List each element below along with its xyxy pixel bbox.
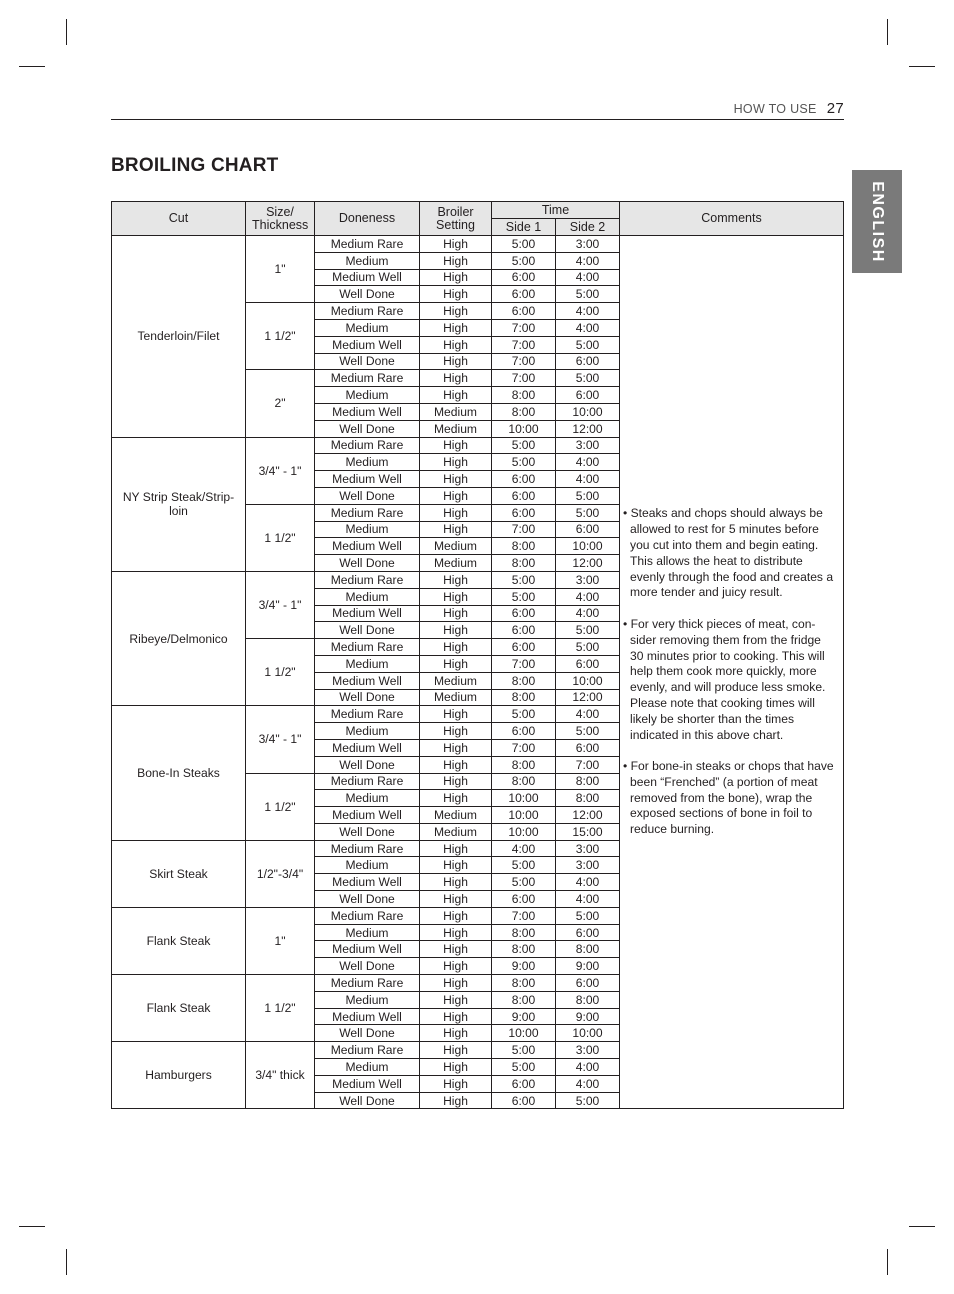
doneness-cell: Medium (315, 588, 420, 605)
crop-mark (19, 66, 45, 67)
side1-time-cell: 10:00 (492, 823, 556, 840)
side1-time-cell: 10:00 (492, 790, 556, 807)
side2-time-cell: 4:00 (556, 269, 620, 286)
col-header-side2: Side 2 (556, 219, 620, 236)
side1-time-cell: 8:00 (492, 538, 556, 555)
broiler-setting-cell: High (420, 1092, 492, 1109)
side2-time-cell: 5:00 (556, 622, 620, 639)
side1-time-cell: 9:00 (492, 1008, 556, 1025)
side2-time-cell: 6:00 (556, 975, 620, 992)
side1-time-cell: 7:00 (492, 336, 556, 353)
broiler-setting-cell: High (420, 588, 492, 605)
side1-time-cell: 5:00 (492, 588, 556, 605)
doneness-cell: Well Done (315, 286, 420, 303)
side1-time-cell: 5:00 (492, 1042, 556, 1059)
side1-time-cell: 4:00 (492, 840, 556, 857)
broiler-setting-cell: High (420, 437, 492, 454)
side2-time-cell: 5:00 (556, 639, 620, 656)
side1-time-cell: 8:00 (492, 403, 556, 420)
doneness-cell: Medium Rare (315, 437, 420, 454)
side2-time-cell: 3:00 (556, 571, 620, 588)
side1-time-cell: 5:00 (492, 1059, 556, 1076)
cut-name-cell: Hamburgers (112, 1042, 246, 1109)
side2-time-cell: 9:00 (556, 1008, 620, 1025)
side1-time-cell: 8:00 (492, 387, 556, 404)
side1-time-cell: 5:00 (492, 706, 556, 723)
doneness-cell: Well Done (315, 756, 420, 773)
broiler-setting-cell: High (420, 907, 492, 924)
broiler-setting-cell: High (420, 1075, 492, 1092)
side2-time-cell: 8:00 (556, 790, 620, 807)
side1-time-cell: 7:00 (492, 521, 556, 538)
broiler-setting-cell: High (420, 1042, 492, 1059)
broiler-setting-cell: High (420, 487, 492, 504)
side2-time-cell: 4:00 (556, 605, 620, 622)
broiler-setting-cell: High (420, 1025, 492, 1042)
size-cell: 1" (246, 907, 315, 974)
side2-time-cell: 4:00 (556, 891, 620, 908)
table-body (112, 236, 844, 1109)
size-cell: 1" (246, 236, 315, 303)
side1-time-cell: 5:00 (492, 236, 556, 253)
side1-time-cell: 7:00 (492, 739, 556, 756)
doneness-cell: Medium Rare (315, 571, 420, 588)
broiler-setting-cell: High (420, 504, 492, 521)
side1-time-cell: 6:00 (492, 487, 556, 504)
doneness-cell: Medium Rare (315, 370, 420, 387)
side1-time-cell: 7:00 (492, 353, 556, 370)
comment-paragraph: • Steaks and chops should always be allowed to rest for 5 minutes before you cut into them and begin eating. This allows the heat to distribute evenly through the food and creates a more tender and juicy result. (623, 506, 834, 600)
side1-time-cell: 6:00 (492, 639, 556, 656)
doneness-cell: Medium (315, 319, 420, 336)
broiler-setting-cell: High (420, 471, 492, 488)
side2-time-cell: 5:00 (556, 723, 620, 740)
doneness-cell: Medium Rare (315, 303, 420, 320)
table-row (112, 236, 844, 253)
side2-time-cell: 5:00 (556, 504, 620, 521)
comment-paragraph: • For bone-in steaks or chops that have been “Frenched” (a portion of meat removed from the bone), wrap the exposed sections of bone in foil to reduce burning. (623, 759, 834, 837)
size-cell: 3/4" thick (246, 1042, 315, 1109)
doneness-cell: Medium (315, 252, 420, 269)
side1-time-cell: 9:00 (492, 958, 556, 975)
broiler-setting-cell: High (420, 1059, 492, 1076)
broiler-setting-cell: High (420, 252, 492, 269)
broiler-setting-cell: High (420, 370, 492, 387)
language-tab (852, 170, 902, 273)
broiler-setting-cell: High (420, 723, 492, 740)
doneness-cell: Well Done (315, 823, 420, 840)
doneness-cell: Medium Rare (315, 504, 420, 521)
side1-time-cell: 5:00 (492, 437, 556, 454)
broiler-setting-cell: High (420, 286, 492, 303)
broiler-setting-cell: High (420, 605, 492, 622)
broiler-setting-cell: High (420, 521, 492, 538)
broiler-setting-cell: High (420, 941, 492, 958)
crop-mark (66, 1249, 67, 1275)
broiler-setting-cell: High (420, 655, 492, 672)
side2-time-cell: 6:00 (556, 387, 620, 404)
cut-name-cell: Tenderloin/Filet (112, 236, 246, 438)
side1-time-cell: 10:00 (492, 1025, 556, 1042)
broiler-setting-cell: High (420, 387, 492, 404)
comments-cell (620, 236, 844, 1109)
running-head (734, 100, 844, 117)
cut-name-cell: Flank Steak (112, 975, 246, 1042)
broiler-setting-cell: High (420, 236, 492, 253)
broiler-setting-cell: High (420, 924, 492, 941)
col-header-doneness: Doneness (315, 202, 420, 236)
side2-time-cell: 6:00 (556, 739, 620, 756)
size-cell: 1/2"-3/4" (246, 840, 315, 907)
side1-time-cell: 5:00 (492, 252, 556, 269)
doneness-cell: Medium Well (315, 672, 420, 689)
header-rule (111, 119, 844, 120)
side2-time-cell: 6:00 (556, 655, 620, 672)
side2-time-cell: 4:00 (556, 874, 620, 891)
broiler-setting-cell: High (420, 840, 492, 857)
broiler-setting-cell: Medium (420, 403, 492, 420)
side2-time-cell: 6:00 (556, 521, 620, 538)
doneness-cell: Medium Well (315, 941, 420, 958)
broiler-setting-cell: High (420, 773, 492, 790)
side2-time-cell: 3:00 (556, 840, 620, 857)
col-header-broiler-setting: Broiler Setting (420, 202, 492, 236)
side2-time-cell: 4:00 (556, 471, 620, 488)
doneness-cell: Medium (315, 1059, 420, 1076)
doneness-cell: Well Done (315, 555, 420, 572)
doneness-cell: Medium (315, 991, 420, 1008)
cut-name-cell: NY Strip Steak/Strip-loin (112, 437, 246, 571)
side2-time-cell: 3:00 (556, 437, 620, 454)
side1-time-cell: 8:00 (492, 555, 556, 572)
side2-time-cell: 8:00 (556, 773, 620, 790)
side2-time-cell: 4:00 (556, 706, 620, 723)
side1-time-cell: 8:00 (492, 689, 556, 706)
side2-time-cell: 5:00 (556, 1092, 620, 1109)
side1-time-cell: 8:00 (492, 672, 556, 689)
broiler-setting-cell: High (420, 790, 492, 807)
doneness-cell: Medium (315, 857, 420, 874)
doneness-cell: Medium Well (315, 1008, 420, 1025)
side1-time-cell: 8:00 (492, 941, 556, 958)
side1-time-cell: 6:00 (492, 504, 556, 521)
doneness-cell: Well Done (315, 353, 420, 370)
doneness-cell: Medium Well (315, 269, 420, 286)
size-cell: 1 1/2" (246, 639, 315, 706)
doneness-cell: Well Done (315, 622, 420, 639)
side2-time-cell: 12:00 (556, 555, 620, 572)
doneness-cell: Medium Rare (315, 639, 420, 656)
side1-time-cell: 6:00 (492, 1075, 556, 1092)
broiler-setting-cell: High (420, 319, 492, 336)
page-title: BROILING CHART (111, 155, 279, 176)
side1-time-cell: 5:00 (492, 857, 556, 874)
page-number: 27 (826, 100, 844, 117)
side1-time-cell: 8:00 (492, 756, 556, 773)
col-header-size: Size/ Thickness (246, 202, 315, 236)
side1-time-cell: 10:00 (492, 807, 556, 824)
crop-mark (909, 1226, 935, 1227)
side2-time-cell: 4:00 (556, 454, 620, 471)
broiler-setting-cell: High (420, 303, 492, 320)
doneness-cell: Well Done (315, 689, 420, 706)
broiler-setting-cell: High (420, 571, 492, 588)
side1-time-cell: 6:00 (492, 605, 556, 622)
side1-time-cell: 6:00 (492, 286, 556, 303)
broiler-setting-cell: High (420, 336, 492, 353)
broiler-setting-cell: Medium (420, 689, 492, 706)
size-cell: 1 1/2" (246, 773, 315, 840)
broiler-setting-cell: High (420, 874, 492, 891)
doneness-cell: Well Done (315, 891, 420, 908)
doneness-cell: Medium Rare (315, 840, 420, 857)
side1-time-cell: 6:00 (492, 471, 556, 488)
side2-time-cell: 12:00 (556, 689, 620, 706)
side1-time-cell: 8:00 (492, 975, 556, 992)
doneness-cell: Medium Rare (315, 236, 420, 253)
broiler-setting-cell: High (420, 739, 492, 756)
doneness-cell: Medium (315, 790, 420, 807)
side2-time-cell: 5:00 (556, 370, 620, 387)
doneness-cell: Medium Well (315, 403, 420, 420)
side2-time-cell: 5:00 (556, 487, 620, 504)
side1-time-cell: 7:00 (492, 370, 556, 387)
doneness-cell: Medium Rare (315, 706, 420, 723)
col-header-side1: Side 1 (492, 219, 556, 236)
broiler-setting-cell: Medium (420, 420, 492, 437)
side2-time-cell: 3:00 (556, 857, 620, 874)
side2-time-cell: 10:00 (556, 538, 620, 555)
doneness-cell: Medium (315, 655, 420, 672)
side1-time-cell: 5:00 (492, 874, 556, 891)
side2-time-cell: 5:00 (556, 336, 620, 353)
side1-time-cell: 6:00 (492, 723, 556, 740)
doneness-cell: Medium (315, 924, 420, 941)
side2-time-cell: 9:00 (556, 958, 620, 975)
side1-time-cell: 7:00 (492, 319, 556, 336)
broiling-chart-table (111, 201, 844, 1109)
side1-time-cell: 6:00 (492, 1092, 556, 1109)
broiler-setting-cell: High (420, 991, 492, 1008)
side2-time-cell: 8:00 (556, 991, 620, 1008)
side2-time-cell: 8:00 (556, 941, 620, 958)
table-header-row (112, 202, 844, 219)
language-tab-label: ENGLISH (869, 180, 886, 263)
broiler-setting-cell: High (420, 622, 492, 639)
broiler-setting-cell: High (420, 269, 492, 286)
doneness-cell: Medium Well (315, 739, 420, 756)
doneness-cell: Medium (315, 454, 420, 471)
cut-name-cell: Flank Steak (112, 907, 246, 974)
broiler-setting-cell: High (420, 639, 492, 656)
size-cell: 3/4" - 1" (246, 706, 315, 773)
side2-time-cell: 10:00 (556, 1025, 620, 1042)
side1-time-cell: 5:00 (492, 571, 556, 588)
broiler-setting-cell: High (420, 756, 492, 773)
doneness-cell: Medium Well (315, 874, 420, 891)
side2-time-cell: 7:00 (556, 756, 620, 773)
side1-time-cell: 5:00 (492, 454, 556, 471)
doneness-cell: Medium Well (315, 538, 420, 555)
broiler-setting-cell: High (420, 454, 492, 471)
side1-time-cell: 7:00 (492, 907, 556, 924)
broiler-setting-cell: Medium (420, 672, 492, 689)
broiler-setting-cell: Medium (420, 538, 492, 555)
side1-time-cell: 6:00 (492, 622, 556, 639)
size-cell: 3/4" - 1" (246, 571, 315, 638)
broiler-setting-cell: High (420, 891, 492, 908)
side1-time-cell: 8:00 (492, 991, 556, 1008)
doneness-cell: Well Done (315, 958, 420, 975)
side2-time-cell: 12:00 (556, 420, 620, 437)
side2-time-cell: 4:00 (556, 319, 620, 336)
comment-paragraph: • For very thick pieces of meat, con-sider removing them from the fridge 30 minutes prior to cooking. This will help them cook more quickly, more evenly, and will produce less smoke. Please note that cooking times will likely be shorter than the times indicated in this above chart. (623, 616, 826, 742)
doneness-cell: Medium (315, 387, 420, 404)
broiler-setting-cell: High (420, 958, 492, 975)
side2-time-cell: 4:00 (556, 303, 620, 320)
size-cell: 3/4" - 1" (246, 437, 315, 504)
side1-time-cell: 8:00 (492, 773, 556, 790)
crop-mark (887, 1249, 888, 1275)
doneness-cell: Medium Well (315, 807, 420, 824)
side2-time-cell: 5:00 (556, 286, 620, 303)
crop-mark (887, 19, 888, 45)
broiler-setting-cell: High (420, 975, 492, 992)
side2-time-cell: 10:00 (556, 403, 620, 420)
size-cell: 1 1/2" (246, 303, 315, 370)
doneness-cell: Medium Rare (315, 975, 420, 992)
crop-mark (909, 66, 935, 67)
doneness-cell: Medium Rare (315, 1042, 420, 1059)
doneness-cell: Medium Well (315, 1075, 420, 1092)
doneness-cell: Medium Well (315, 336, 420, 353)
side2-time-cell: 10:00 (556, 672, 620, 689)
crop-mark (66, 19, 67, 45)
doneness-cell: Medium Rare (315, 773, 420, 790)
doneness-cell: Medium Well (315, 471, 420, 488)
col-header-comments: Comments (620, 202, 844, 236)
doneness-cell: Well Done (315, 487, 420, 504)
side2-time-cell: 4:00 (556, 588, 620, 605)
side2-time-cell: 6:00 (556, 924, 620, 941)
doneness-cell: Well Done (315, 420, 420, 437)
broiler-setting-cell: Medium (420, 823, 492, 840)
broiler-setting-cell: Medium (420, 555, 492, 572)
crop-mark (19, 1226, 45, 1227)
doneness-cell: Medium Well (315, 605, 420, 622)
side1-time-cell: 8:00 (492, 924, 556, 941)
size-cell: 2" (246, 370, 315, 437)
side1-time-cell: 6:00 (492, 269, 556, 286)
cut-name-cell: Bone-In Steaks (112, 706, 246, 840)
side2-time-cell: 3:00 (556, 1042, 620, 1059)
doneness-cell: Well Done (315, 1092, 420, 1109)
size-cell: 1 1/2" (246, 504, 315, 571)
side1-time-cell: 6:00 (492, 891, 556, 908)
broiler-setting-cell: High (420, 706, 492, 723)
side2-time-cell: 4:00 (556, 252, 620, 269)
col-header-time: Time (492, 202, 620, 219)
side2-time-cell: 4:00 (556, 1059, 620, 1076)
size-cell: 1 1/2" (246, 975, 315, 1042)
side1-time-cell: 7:00 (492, 655, 556, 672)
doneness-cell: Medium Rare (315, 907, 420, 924)
side2-time-cell: 4:00 (556, 1075, 620, 1092)
broiler-setting-cell: High (420, 353, 492, 370)
side1-time-cell: 10:00 (492, 420, 556, 437)
section-label: HOW TO USE (733, 102, 817, 116)
doneness-cell: Well Done (315, 1025, 420, 1042)
side1-time-cell: 6:00 (492, 303, 556, 320)
cut-name-cell: Skirt Steak (112, 840, 246, 907)
broiler-setting-cell: Medium (420, 807, 492, 824)
side2-time-cell: 5:00 (556, 907, 620, 924)
side2-time-cell: 15:00 (556, 823, 620, 840)
col-header-cut: Cut (112, 202, 246, 236)
cut-name-cell: Ribeye/Delmonico (112, 571, 246, 705)
doneness-cell: Medium (315, 723, 420, 740)
side2-time-cell: 6:00 (556, 353, 620, 370)
side2-time-cell: 3:00 (556, 236, 620, 253)
side2-time-cell: 12:00 (556, 807, 620, 824)
doneness-cell: Medium (315, 521, 420, 538)
broiler-setting-cell: High (420, 857, 492, 874)
broiler-setting-cell: High (420, 1008, 492, 1025)
